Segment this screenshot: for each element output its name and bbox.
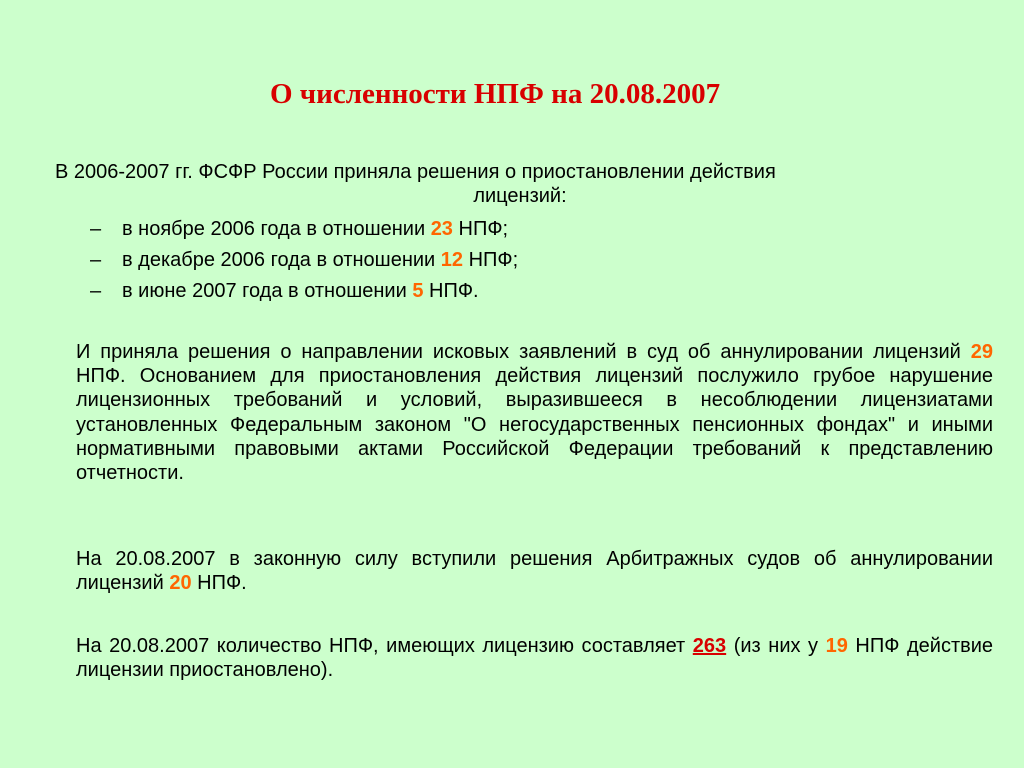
- list-item-text: в декабре 2006 года в отношении: [122, 249, 436, 271]
- list-item-text: в июне 2007 года в отношении: [122, 280, 407, 302]
- highlight-number: 29: [970, 341, 993, 363]
- highlight-number: 5: [412, 280, 424, 302]
- paragraph-licensed-count: [76, 634, 993, 682]
- dash-bullet: –: [90, 280, 102, 302]
- list-item-suffix: НПФ;: [468, 249, 519, 271]
- list-item: [90, 279, 518, 310]
- highlight-number: 19: [825, 635, 848, 657]
- highlight-number: 12: [440, 249, 464, 271]
- paragraph-text: НПФ.: [197, 572, 247, 595]
- list-item: [90, 217, 518, 248]
- dash-bullet: –: [90, 249, 102, 271]
- paragraph-text: НПФ действие лицензии приостановлено).: [76, 635, 994, 682]
- intro-line-1: В 2006-2007 гг. ФСФР России приняла решения о приостановлении действия: [55, 161, 776, 183]
- intro-text: [55, 160, 985, 208]
- list-item: [90, 248, 518, 279]
- paragraph-text: И приняла решения о направлении исковых заявлений в суд об аннулировании лицензий: [76, 341, 961, 363]
- paragraph-text: На 20.08.2007 количество НПФ, имеющих лицензию составляет: [76, 635, 686, 657]
- paragraph-text: На 20.08.2007 в законную силу вступили решения Арбитражных судов об аннулировании лицензий: [76, 548, 993, 595]
- list-item-suffix: НПФ;: [458, 218, 509, 240]
- slide-title: О численности НПФ на 20.08.2007: [270, 78, 721, 110]
- paragraph-court-decisions: [76, 547, 993, 595]
- total-number: 263: [692, 635, 727, 657]
- list-item-text: в ноябре 2006 года в отношении: [122, 218, 426, 240]
- paragraph-text: (из них у: [733, 635, 819, 657]
- paragraph-text: НПФ. Основанием для приостановления действия лицензий послужило грубое нарушение лицензионных требований и условий, выразившееся в несоблюдении лицензиатами установленных Федеральным законом "О негосударственных пенсионных фондах" и иными нормативными правовыми актами Российской Федерации требований к представлению отчетности.: [76, 365, 993, 485]
- highlight-number: 23: [430, 218, 453, 240]
- suspension-list: [90, 217, 518, 310]
- intro-line-2: лицензий:: [473, 185, 567, 207]
- list-item-suffix: НПФ.: [429, 280, 479, 302]
- highlight-number: 20: [169, 572, 192, 595]
- dash-bullet: –: [90, 218, 102, 240]
- paragraph-lawsuits: [76, 340, 993, 485]
